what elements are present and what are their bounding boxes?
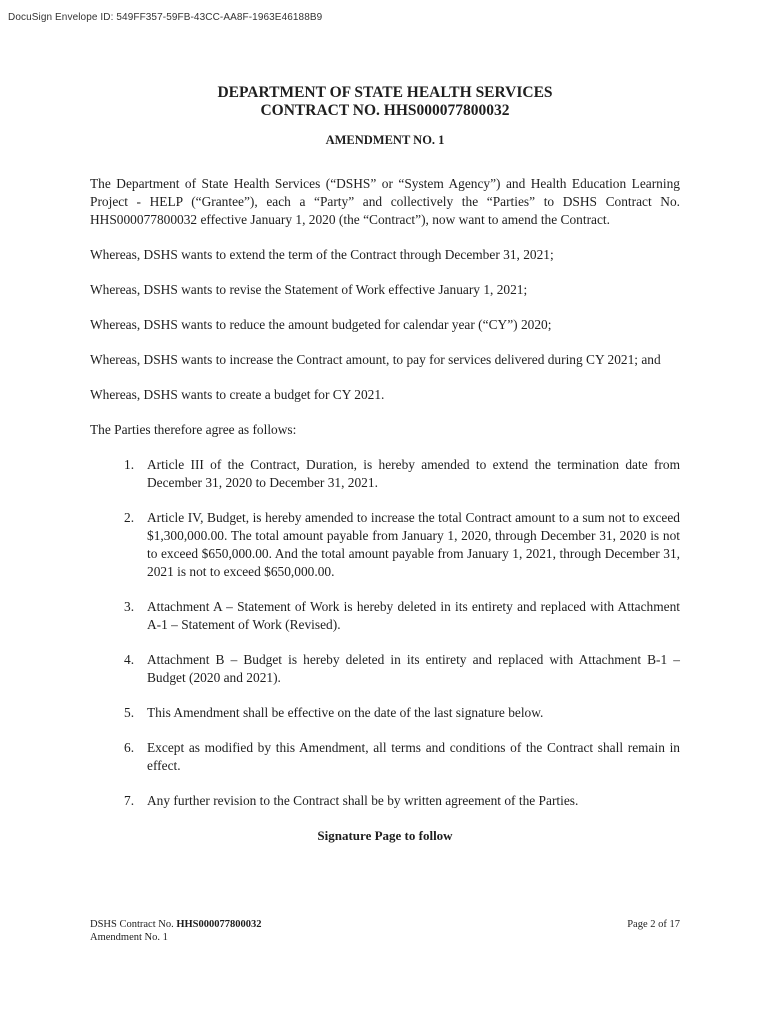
footer-contract-number: HHS000077800032 — [176, 919, 262, 930]
whereas-clause-1: Whereas, DSHS wants to extend the term of the Contract through December 31, 2021; — [90, 247, 554, 262]
document-body — [90, 175, 680, 845]
agree-statement: The Parties therefore agree as follows: — [90, 422, 297, 437]
amendment-terms-list — [90, 456, 680, 810]
docusign-envelope-id: DocuSign Envelope ID: 549FF357-59FB-43CC-AA8F-1963E46188B9 — [8, 12, 323, 23]
term-item-1 — [90, 456, 680, 492]
term-number: 4. — [124, 652, 135, 667]
whereas-clause-4: Whereas, DSHS wants to increase the Contract amount, to pay for services delivered during CY 2021; and — [90, 352, 661, 367]
term-text: Article III of the Contract, Duration, is hereby amended to extend the termination date from December 31, 2020 to December 31, 2021. — [147, 457, 680, 490]
term-number: 6. — [124, 740, 135, 755]
term-text: Attachment A – Statement of Work is hereby deleted in its entirety and replaced with Attachment A-1 – Statement of Work (Revised). — [147, 599, 680, 632]
page-number: Page 2 of 17 — [627, 919, 680, 930]
term-item-7 — [90, 792, 680, 810]
whereas-clause-2: Whereas, DSHS wants to revise the Statement of Work effective January 1, 2021; — [90, 282, 528, 297]
term-item-6 — [90, 739, 680, 775]
term-text: Except as modified by this Amendment, all terms and conditions of the Contract shall remain in effect. — [147, 740, 680, 773]
whereas-clause-5: Whereas, DSHS wants to create a budget for CY 2021. — [90, 387, 385, 402]
amendment-title: AMENDMENT NO. 1 — [325, 133, 445, 147]
term-number: 3. — [124, 599, 135, 614]
whereas-clause-3: Whereas, DSHS wants to reduce the amount budgeted for calendar year (“CY”) 2020; — [90, 317, 552, 332]
term-text: Attachment B – Budget is hereby deleted in its entirety and replaced with Attachment B-1 – Budget (2020 and 2021). — [147, 652, 680, 685]
footer-amendment: Amendment No. 1 — [90, 932, 168, 943]
footer-contract-info — [90, 918, 262, 944]
term-item-3 — [90, 598, 680, 634]
term-text: Any further revision to the Contract shall be by written agreement of the Parties. — [147, 793, 579, 808]
term-number: 2. — [124, 510, 135, 525]
term-text: This Amendment shall be effective on the date of the last signature below. — [147, 705, 544, 720]
footer-contract-prefix: DSHS Contract No. — [90, 919, 174, 930]
department-title: DEPARTMENT OF STATE HEALTH SERVICES — [217, 84, 553, 101]
intro-paragraph: The Department of State Health Services (“DSHS” or “System Agency”) and Health Education Learning Project - HELP (“Grantee”), each a “Party” and collectively the “Parties” to DSHS Contract No. HHS000077800032 effective January 1, 2020 (the “Contract”), now want to amend the Contract. — [90, 176, 680, 227]
term-text: Article IV, Budget, is hereby amended to increase the total Contract amount to a sum not to exceed $1,300,000.00. The total amount payable from January 1, 2020, through December 31, 2020 is not to exceed $650,000.00. And the total amount payable from January 1, 2021, through December 31, 2021 is not to exceed $650,000.00. — [147, 510, 680, 579]
term-item-5 — [90, 704, 680, 722]
document-header — [0, 84, 770, 148]
contract-number-title: CONTRACT NO. HHS000077800032 — [260, 102, 510, 119]
term-item-2 — [90, 509, 680, 581]
page-footer — [90, 918, 680, 944]
term-number: 7. — [124, 793, 135, 808]
term-item-4 — [90, 651, 680, 687]
term-number: 5. — [124, 705, 135, 720]
signature-page-note: Signature Page to follow — [317, 828, 453, 843]
term-number: 1. — [124, 457, 135, 472]
